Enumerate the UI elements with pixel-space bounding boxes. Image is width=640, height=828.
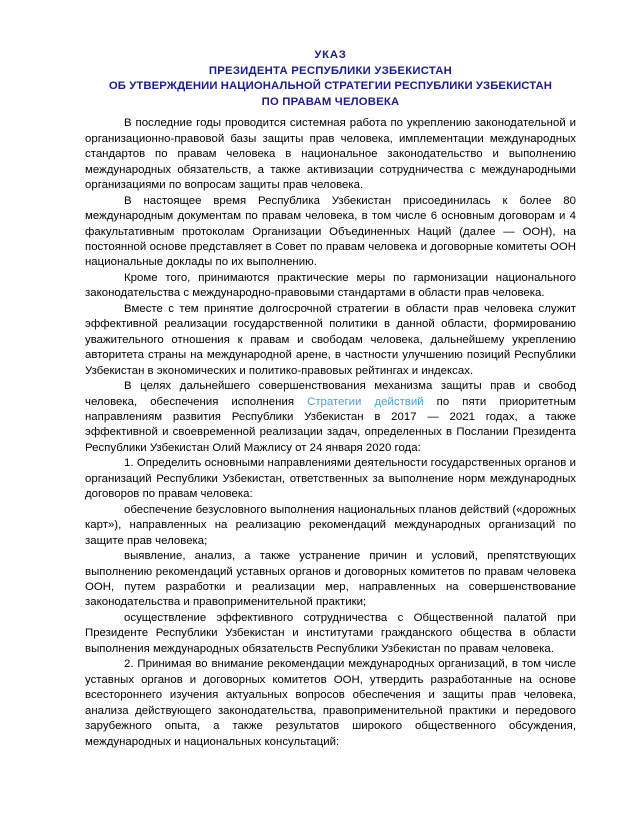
paragraph-5-text-after-link: по пяти приоритетным направлениям развития Республики Узбекистан в 2017 — 2021 годах, а также эффективной и своевременной реализации задач, определенных в Послании Президента Республики Узбекистан Олий Мажлису от 24 января 2020 года:	[85, 395, 576, 454]
paragraph-3: Кроме того, принимаются практические меры по гармонизации национального законодательства с международно-правовыми стандартами в области прав человека.	[85, 271, 576, 300]
paragraph-5	[85, 379, 576, 456]
heading-line-subject-2: ПО ПРАВАМ ЧЕЛОВЕКА	[261, 95, 400, 108]
paragraph-2: В настоящее время Республика Узбекистан присоединилась к более 80 международным документам по правам человека, в том числе 6 основным договорам и 4 факультативным протоколам Организации Объединенных Наций (далее — ООН), на постоянной основе представляет в Совет по правам человека и договорные комитеты ООН национальные доклады по их выполнению.	[85, 194, 576, 269]
paragraph-1: В последние годы проводится системная работа по укреплению законодательной и организационно-правовой базы защиты прав человека, имплементации международных стандартов по правам человека в национальное законодательство и выполнению международных обязательств, а также активизации сотрудничества с международными организациями по вопросам защиты прав человека.	[85, 117, 576, 192]
list-item-1: 1. Определить основными направлениями деятельности государственных органов и организаций Республики Узбекистан, ответственных за выполнение норм международных договоров по правам человека:	[85, 457, 576, 501]
list-item-1-bullet-3: осуществление эффективного сотрудничества с Общественной палатой при Президенте Республики Узбекистан и институтами гражданского общества в области выполнения международных обязательств Республики Узбекистан по правам человека.	[85, 611, 576, 655]
strategy-of-actions-link[interactable]: Стратегии действий	[307, 395, 424, 408]
list-item-1-bullet-2: выявление, анализ, а также устранение причин и условий, препятствующих выполнению рекомендаций уставных органов и договорных комитетов по правам человека ООН, путем разработки и реализации мер, направленных на совершенствование законодательства и правоприменительной практики;	[85, 550, 576, 609]
list-item-1-bullet-1: обеспечение безусловного выполнения национальных планов действий («дорожных карт»), направленных на реализацию рекомендаций международных организаций по защите прав человека;	[85, 503, 576, 547]
heading-line-decree-type: УКАЗ	[314, 49, 347, 61]
document-body	[85, 116, 576, 750]
heading-line-subject-1: ОБ УТВЕРЖДЕНИИ НАЦИОНАЛЬНОЙ СТРАТЕГИИ РЕСПУБЛИКИ УЗБЕКИСТАН	[108, 80, 553, 93]
document-heading	[85, 48, 576, 110]
list-item-2: 2. Принимая во внимание рекомендации международных организаций, в том числе уставных органов и договорных комитетов ООН, утвердить разработанные на основе всестороннего изучения актуальных вопросов обеспечения и защиты прав человека, анализа действующего законодательства, правоприменительной практики и передового зарубежного опыта, а также результатов широкого общественного обсуждения, международных и национальных консультаций:	[85, 658, 576, 748]
paragraph-4: Вместе с тем принятие долгосрочной стратегии в области прав человека служит эффективной реализации государственной политики в данной области, формированию уважительного отношения к правам и свободам человека, дальнейшему укреплению авторитета страны на международной арене, в частности улучшению позиций Республики Узбекистан в экономических и политико-правовых рейтингах и индексах.	[85, 302, 576, 377]
paragraph-5-text-before-link: В целях дальнейшего совершенствования механизма защиты прав и свобод человека, обеспечения исполнения	[85, 380, 576, 408]
heading-line-issuer: ПРЕЗИДЕНТА РЕСПУБЛИКИ УЗБЕКИСТАН	[208, 64, 453, 77]
